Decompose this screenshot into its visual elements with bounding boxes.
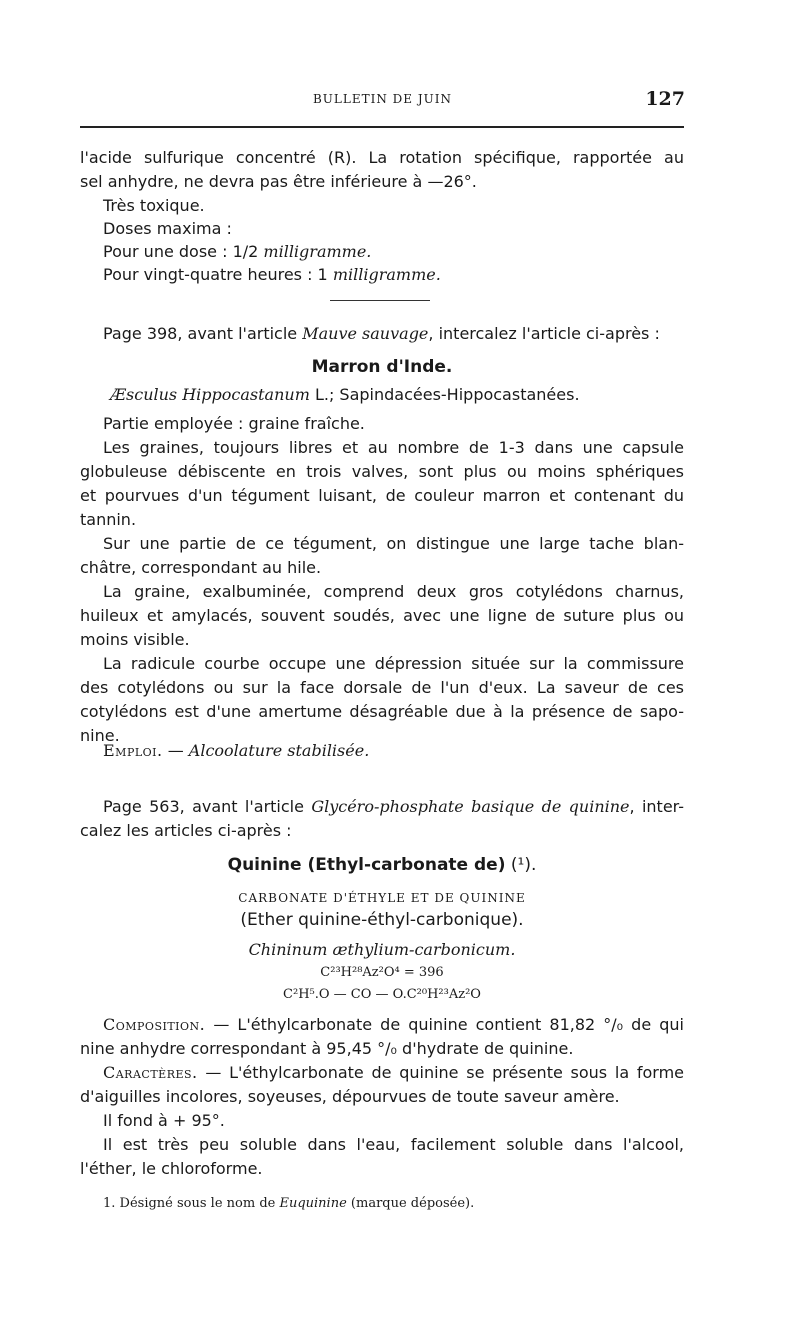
composition-label: Composition. [103,1015,206,1034]
article-title: Marron d'Inde. [311,357,453,377]
text-line: Très toxique. [103,196,205,215]
intro-text: Page 563, avant l'article [103,797,312,816]
dose-unit: milligramme. [263,242,372,261]
text-line [103,242,371,262]
text-line: La radicule courbe occupe une dépression située sur la commissure [103,654,684,673]
intro-text: , inter- [629,797,684,816]
text-line [103,1063,684,1083]
chemical-subtitle: CARBONATE D'ÉTHYLE ET DE QUININE [238,891,526,905]
page-number: 127 [645,88,685,110]
text-line: calez les articles ci-après : [80,821,292,840]
article-ref: Mauve sauvage [302,324,429,343]
characters-label: Caractères. [103,1063,198,1082]
text-line: Il fond à + 95°. [103,1111,225,1130]
text-line [103,265,441,285]
dose-unit: milligramme. [332,265,441,284]
text-line [103,1015,684,1035]
footnote [103,1196,474,1212]
dose-text: Pour une dose : 1/2 [103,242,264,261]
text-line: moins visible. [80,630,190,649]
text-line: Partie employée : graine fraîche. [103,414,365,433]
text-line: Il est très peu soluble dans l'eau, facilement soluble dans l'alcool, [103,1135,684,1154]
footnote-ref: (¹). [505,855,537,875]
section-separator [330,300,430,301]
emploi-label: Emploi. [103,741,163,760]
ether-name: (Ether quinine-éthyl-carbonique). [240,910,524,930]
text-line: l'éther, le chloroforme. [80,1159,263,1178]
text-line: huileux et amylacés, souvent soudés, avec une ligne de suture plus ou [80,606,684,625]
text-line: sel anhydre, ne devra pas être inférieure à —26°. [80,172,477,191]
text-line: l'acide sulfurique concentré (R). La rotation spécifique, rapportée au [80,148,684,167]
characters-text: — L'éthylcarbonate de quinine se présente sous la forme [197,1063,684,1082]
dash: — [162,741,189,760]
page-header [80,90,685,120]
composition-text: — L'éthylcarbonate de quinine contient 81,82 °/₀ de qui [205,1015,684,1034]
formula: C²³H²⁸Az²O⁴ = 396 [320,965,444,980]
dose-text: Pour vingt-quatre heures : 1 [103,265,333,284]
intro-text: , intercalez l'article ci-après : [428,324,660,343]
structural-formula: C²H⁵.O — CO — O.C²⁰H²³Az²O [283,987,481,1002]
intro-text: Page 398, avant l'article [103,324,303,343]
text-line: nine. [80,726,120,745]
article-title [80,855,684,875]
running-title: BULLETIN DE JUIN [312,92,453,106]
header-rule [80,126,684,128]
article-ref: Glycéro-phosphate basique de quinine [311,797,630,816]
text-line: Doses maxima : [103,219,232,238]
text-line: cotylédons est d'une amertume désagréable due à la présence de sapo- [80,702,684,721]
text-line: nine anhydre correspondant à 95,45 °/₀ d'hydrate de quinine. [80,1039,574,1058]
latin-name: Chininum æthylium-carbonicum. [248,940,516,959]
text-line: châtre, correspondant au hile. [80,558,322,577]
family-text: L.; Sapindacées-Hippocastanées. [309,385,580,404]
text-line: et pourvues d'un tégument luisant, de couleur marron et contenant du [80,486,684,505]
footnote-text: 1. Désigné sous le nom de [103,1196,280,1211]
text-line [103,324,660,344]
text-line [110,385,580,405]
latin-name: Æsculus Hippocastanum [110,385,310,404]
text-line: Sur une partie de ce tégument, on distingue une large tache blan- [103,534,684,553]
footnote-text: (marque déposée). [346,1196,475,1211]
emploi-value: Alcoolature stabilisée. [188,741,370,760]
text-line [103,797,684,817]
text-line: d'aiguilles incolores, soyeuses, dépourvues de toute saveur amère. [80,1087,620,1106]
text-line [103,741,369,761]
text-line: des cotylédons ou sur la face dorsale de l'un d'eux. La saveur de ces [80,678,684,697]
text-line: Les graines, toujours libres et au nombre de 1-3 dans une capsule [103,438,684,457]
text-line: tannin. [80,510,137,529]
footnote-brand: Euquinine [279,1196,347,1211]
text-line: La graine, exalbuminée, comprend deux gros cotylédons charnus, [103,582,684,601]
title-text: Quinine (Ethyl-carbonate de) [227,855,506,875]
text-line: globuleuse débiscente en trois valves, sont plus ou moins sphériques [80,462,684,481]
